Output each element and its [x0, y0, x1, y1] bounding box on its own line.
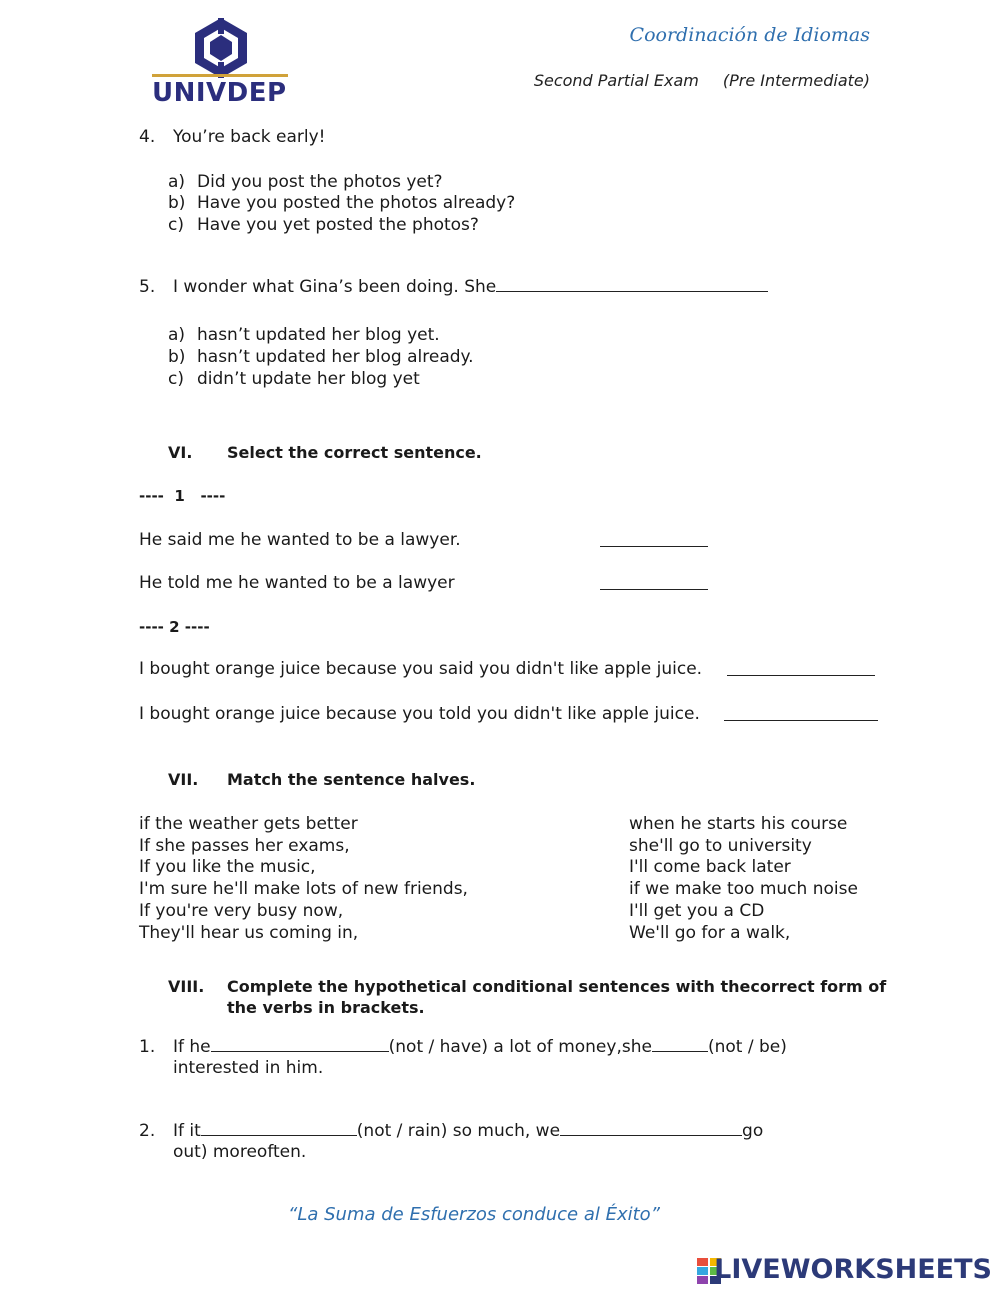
q5-answer-blank[interactable]	[496, 277, 768, 292]
coordination-title: Coordinación de Idiomas	[629, 24, 870, 46]
match-right-item[interactable]: I'll come back later	[629, 857, 791, 877]
s8-item-1-line-2: interested in him.	[173, 1058, 324, 1078]
exam-level: (Pre Intermediate)	[722, 71, 870, 90]
footer-motto: “La Suma de Esfuerzos conduce al Éxito”	[288, 1204, 660, 1225]
q4-option-c-letter: c)	[168, 215, 184, 235]
s8-item-1-part-2: (not / have) a lot of money,she	[388, 1037, 652, 1057]
section-8-numeral: VIII.	[168, 977, 205, 996]
s8-item-2-part-2: (not / rain) so much, we	[356, 1121, 561, 1141]
match-left-item[interactable]: I'm sure he'll make lots of new friends,	[139, 879, 468, 899]
logo-text: UNIVDEP	[152, 78, 287, 108]
match-right-item[interactable]: I'll get you a CD	[629, 901, 765, 921]
q4-option-a[interactable]: Did you post the photos yet?	[197, 172, 443, 192]
match-right-item[interactable]: she'll go to university	[629, 836, 812, 856]
s6-sentence-2b: I bought orange juice because you told you didn't like apple juice.	[139, 704, 700, 724]
match-left-item[interactable]: They'll hear us coming in,	[139, 923, 359, 943]
q4-option-b-letter: b)	[168, 193, 186, 213]
s6-sentence-2a: I bought orange juice because you said you didn't like apple juice.	[139, 659, 703, 679]
q5-option-a-letter: a)	[168, 325, 186, 345]
section-6-title: Select the correct sentence.	[227, 443, 482, 462]
s8-item-2-blank-1[interactable]	[201, 1121, 357, 1136]
q5-option-c-letter: c)	[168, 369, 184, 389]
s6-answer-blank-1a[interactable]	[600, 532, 708, 552]
q5-number: 5.	[139, 277, 156, 297]
q4-option-c[interactable]: Have you yet posted the photos?	[197, 215, 479, 235]
s6-sentence-1b: He told me he wanted to be a lawyer	[139, 573, 455, 593]
s8-item-1-blank-1[interactable]	[211, 1037, 389, 1052]
s8-item-2-part-1: If it	[173, 1121, 201, 1141]
s8-item-2-line-2: out) moreoften.	[173, 1142, 307, 1162]
exam-title-line	[534, 71, 870, 90]
match-left-item[interactable]: If you like the music,	[139, 857, 316, 877]
q5-option-b[interactable]: hasn’t updated her blog already.	[197, 347, 474, 367]
s8-item-1-blank-2[interactable]	[652, 1037, 708, 1052]
section-6-numeral: VI.	[168, 443, 193, 462]
q5-prompt-text: I wonder what Gina’s been doing. She	[173, 277, 497, 297]
s8-item-1-part-1: If he	[173, 1037, 211, 1057]
match-right-item[interactable]: We'll go for a walk,	[629, 923, 791, 943]
section-6-group-1-label: ---- 1 ----	[139, 487, 226, 505]
section-6-group-2-label: ---- 2 ----	[139, 618, 210, 636]
section-7-title: Match the sentence halves.	[227, 770, 476, 789]
match-left-item[interactable]: If you're very busy now,	[139, 901, 344, 921]
s8-item-2-line-1	[173, 1121, 763, 1141]
s8-item-2-number: 2.	[139, 1121, 156, 1141]
section-8-title-line-2: the verbs in brackets.	[227, 998, 425, 1017]
s8-item-1-part-3: (not / be)	[707, 1037, 787, 1057]
q4-option-a-letter: a)	[168, 172, 186, 192]
match-right-item[interactable]: when he starts his course	[629, 814, 848, 834]
s6-answer-blank-2b[interactable]	[724, 706, 878, 726]
match-right-item[interactable]: if we make too much noise	[629, 879, 858, 899]
s6-answer-blank-1b[interactable]	[600, 575, 708, 595]
q4-option-b[interactable]: Have you posted the photos already?	[197, 193, 516, 213]
q4-prompt: You’re back early!	[173, 127, 326, 147]
s8-item-1-line-1	[173, 1037, 787, 1057]
match-left-item[interactable]: If she passes her exams,	[139, 836, 350, 856]
liveworksheets-brand[interactable]: LIVEWORKSHEETS	[714, 1254, 992, 1285]
exam-title: Second Partial Exam	[533, 71, 699, 90]
logo-underline	[152, 74, 288, 77]
s8-item-2-blank-2[interactable]	[560, 1121, 742, 1136]
s6-sentence-1a: He said me he wanted to be a lawyer.	[139, 530, 461, 550]
q4-number: 4.	[139, 127, 156, 147]
s8-item-1-number: 1.	[139, 1037, 156, 1057]
match-left-item[interactable]: if the weather gets better	[139, 814, 358, 834]
s8-item-2-part-3: go	[742, 1121, 764, 1141]
q5-option-c[interactable]: didn’t update her blog yet	[197, 369, 420, 389]
q5-option-b-letter: b)	[168, 347, 186, 367]
section-7-numeral: VII.	[168, 770, 199, 789]
q5-prompt	[173, 277, 768, 297]
s6-answer-blank-2a[interactable]	[727, 661, 875, 681]
q5-option-a[interactable]: hasn’t updated her blog yet.	[197, 325, 440, 345]
section-8-title-line-1: Complete the hypothetical conditional sentences with thecorrect form of	[227, 977, 887, 996]
